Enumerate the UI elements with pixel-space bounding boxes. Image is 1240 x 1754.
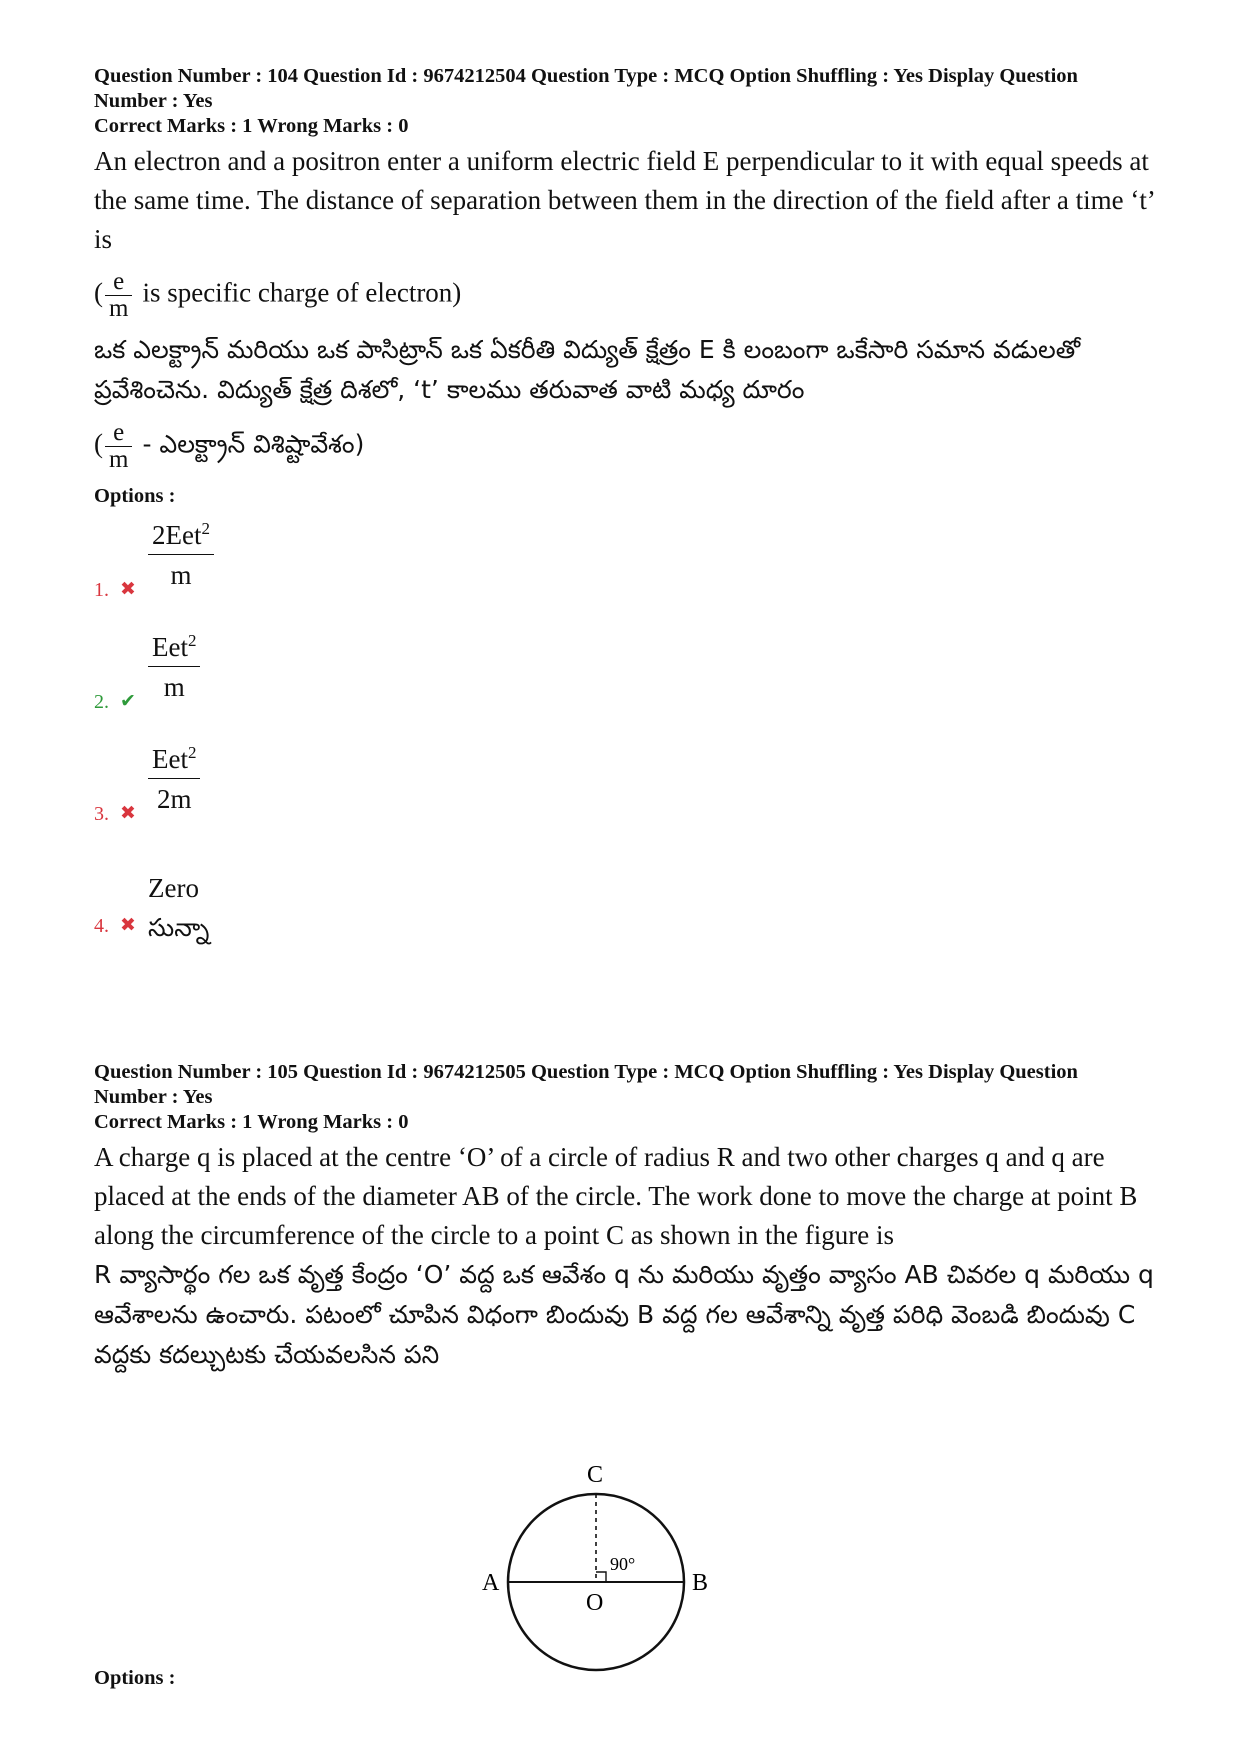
question-text-english: A charge q is placed at the centre ‘O’ of a circle of radius R and two other charges q and q are placed at the ends of the diameter AB of the circle. The work done to move the charge at point B along the circumference of the circle to a point C as shown in the figure is bbox=[94, 1142, 1138, 1250]
option-fraction: Eet$^2$ 2m bbox=[148, 740, 200, 819]
option-fraction: 2Eet$^2$ m bbox=[148, 516, 214, 595]
marks-line: Correct Marks : 1 Wrong Marks : 0 bbox=[94, 115, 409, 137]
marks-line: Correct Marks : 1 Wrong Marks : 0 bbox=[94, 1111, 409, 1133]
label-a: A bbox=[482, 1570, 500, 1596]
meta-line: Question Number : 104 Question Id : 9674212504 Question Type : MCQ Option Shuffling : Yes Display Question bbox=[94, 65, 1078, 87]
circle-figure bbox=[434, 1430, 734, 1730]
wrong-mark-icon: ✖ bbox=[120, 579, 136, 600]
meta-line: Question Number : 105 Question Id : 9674212505 Question Type : MCQ Option Shuffling : Yes Display Question bbox=[94, 1061, 1078, 1083]
option-number: 3. bbox=[94, 803, 109, 825]
fraction-e-over-m: $\frac{e}{m}$ bbox=[105, 269, 132, 322]
question-text-telugu: R వ్యాసార్థం గల ఒక వృత్త కేంద్రం ‘O’ వద్ద ఒక ఆవేశం q ను మరియు వృత్తం వ్యాసం AB చివరల q మరియు q ఆవేశాలను ఉంచారు. పటంలో చూపిన విధంగా బిందువు B వద్ద గల ఆవేశాన్ని వృత్త పరిధి వెంబడి బిందువు C వద్దకు కదల్చుటకు చేయవలసిన పని bbox=[94, 1260, 1154, 1369]
label-o: O bbox=[586, 1590, 604, 1616]
option-number: 2. bbox=[94, 691, 109, 713]
question-104 bbox=[94, 64, 1154, 956]
question-text-telugu: ఒక ఎలక్ట్రాన్ మరియు ఒక పాసిట్రాన్ ఒక ఏకరీతి విద్యుత్ క్షేత్రం E కి లంబంగా ఒకేసారి సమాన వడులతో ప్రవేశించెను. విద్యుత్ క్షేత్ర దిశలో, ‘t’ కాలము తరువాత వాటి మధ్య దూరం bbox=[94, 335, 1081, 404]
question-text-english: An electron and a positron enter a uniform electric field E perpendicular to it with equal speeds at the same time. The distance of separation between them in the direction of the field after a time ‘t’ is bbox=[94, 146, 1154, 254]
specific-charge-note-telugu: ( $\frac{e}{m}$ - ఎలక్ట్రాన్ విశిష్టావేశం) bbox=[94, 419, 365, 473]
correct-check-icon: ✔ bbox=[120, 691, 136, 712]
right-angle-mark bbox=[596, 1572, 606, 1582]
option-4[interactable] bbox=[94, 844, 1154, 956]
angle-label: 90° bbox=[610, 1554, 636, 1574]
question-meta bbox=[94, 1060, 1154, 1135]
option-3[interactable] bbox=[94, 732, 1154, 844]
fraction-e-over-m: $\frac{e}{m}$ bbox=[105, 420, 132, 473]
label-c: C bbox=[587, 1462, 604, 1488]
question-meta bbox=[94, 64, 1154, 139]
option-fraction: Eet$^2$ m bbox=[148, 628, 200, 707]
wrong-mark-icon: ✖ bbox=[120, 803, 136, 824]
option-number: 4. bbox=[94, 915, 109, 937]
option-number: 1. bbox=[94, 579, 109, 601]
options-label: Options : bbox=[94, 1667, 176, 1689]
question-105 bbox=[94, 1060, 1154, 1689]
option-1[interactable] bbox=[94, 508, 1154, 620]
option-2[interactable] bbox=[94, 620, 1154, 732]
specific-charge-note-english: ( $\frac{e}{m}$ is specific charge of electron) bbox=[94, 268, 462, 322]
option-text: Zero సున్నా bbox=[148, 873, 210, 942]
meta-line: Number : Yes bbox=[94, 1086, 213, 1108]
meta-line: Number : Yes bbox=[94, 90, 213, 112]
options-label: Options : bbox=[94, 485, 176, 507]
wrong-mark-icon: ✖ bbox=[120, 915, 136, 936]
label-b: B bbox=[692, 1570, 709, 1596]
